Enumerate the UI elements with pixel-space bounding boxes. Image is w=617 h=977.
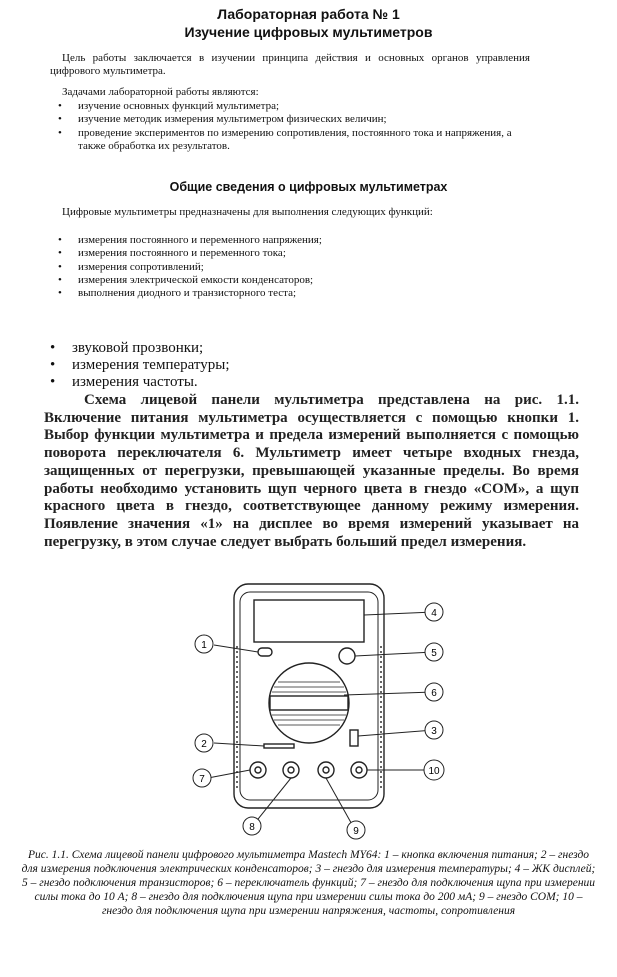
svg-text:6: 6 [431,688,437,699]
functions-list [58,234,528,300]
list-item: • звуковой прозвонки; [50,340,230,357]
list-item: • измерения постоянного и переменного тока; [58,247,528,260]
list-item: • измерения сопротивлений; [58,261,528,274]
svg-text:7: 7 [199,774,205,785]
jack-voltage [351,762,367,778]
capacitor-slot [264,744,294,748]
svg-text:3: 3 [431,726,437,737]
list-item: • изучение основных функций мультиметра; [58,100,528,113]
multimeter-diagram [186,580,446,840]
svg-text:8: 8 [249,822,255,833]
list-item: • измерения температуры; [50,357,230,374]
goal-paragraph: Цель работы заключается в изучении принципа действия и основных органов управления цифрового мультиметра. [50,52,530,78]
callout-6 [425,683,443,701]
temperature-socket [350,730,358,746]
list-item: • проведение экспериментов по измерению сопротивления, постоянного тока и напряжения, а также обработка их результатов. [58,127,528,154]
callout-10 [424,760,444,780]
callout-3 [425,721,443,739]
lcd-display [254,600,364,642]
callout-4 [425,603,443,621]
jack-com [318,762,334,778]
jack-10a [250,762,266,778]
power-button [258,648,272,656]
lab-subtitle: Изучение цифровых мультиметров [184,24,433,40]
callout-2 [195,734,213,752]
svg-text:1: 1 [201,640,207,651]
svg-text:9: 9 [353,826,359,837]
list-item: • измерения частоты. [50,374,230,391]
section-heading: Общие сведения о цифровых мультиметрах [169,180,448,194]
callout-8 [243,817,261,835]
list-item: • выполнения диодного и транзисторного теста; [58,287,528,300]
functions-list-continued [50,340,230,391]
list-item: • изучение методик измерения мультиметром физических величин; [58,113,528,126]
callout-1 [195,635,213,653]
lab-title: Лабораторная работа № 1 [217,6,400,22]
svg-text:10: 10 [428,766,440,777]
jack-200ma [283,762,299,778]
callout-5 [425,643,443,661]
svg-text:4: 4 [431,608,437,619]
transistor-socket [339,648,355,664]
figure-caption: Рис. 1.1. Схема лицевой панели цифрового мультиметра Mastech MY64: 1 – кнопка включения питания; 2 – гнездо для измерения подключения электрических конденсаторов; 3 – гнездо для измерения температуры; 4 – ЖК дисплей; 5 – гнездо подключения транзисторов; 6 – переключатель функций; 7 – гнездо для подключения щупа при измерении силы тока до 10 А; 8 – гнездо для подключения щупа при измерении силы тока до 200 мА; 9 – гнездо COM; 10 – гнездо для подключения щупа при измерении напряжения, частоты, сопротивления [21,849,596,917]
callout-7 [193,769,211,787]
svg-text:5: 5 [431,648,437,659]
tasks-list [58,100,528,153]
functions-lead: Цифровые мультиметры предназначены для выполнения следующих функций: [62,206,433,218]
list-item: • измерения постоянного и переменного напряжения; [58,234,528,247]
list-item: • измерения электрической емкости конденсаторов; [58,274,528,287]
callout-9 [347,821,365,839]
tasks-title: Задачами лабораторной работы являются: [62,86,259,98]
panel-description: Схема лицевой панели мультиметра представлена на рис. 1.1. Включение питания мультиметра осуществляется с помощью кнопки 1. Выбор функции мультиметра и предела измерений выполняется с помощью поворота переключателя 6. Мультиметр имеет четыре входных гнезда, защищенных от перегрузки, превышающей указанные пределы. Во время работы необходимо установить щуп черного цвета в гнездо «COM», а щуп красного цвета в гнездо, соответствующее данному режиму измерения. Появление значения «1» на дисплее во время измерений указывает на перегрузку, в этом случае следует выбрать больший предел измерения. [44,392,579,550]
svg-text:2: 2 [201,739,207,750]
